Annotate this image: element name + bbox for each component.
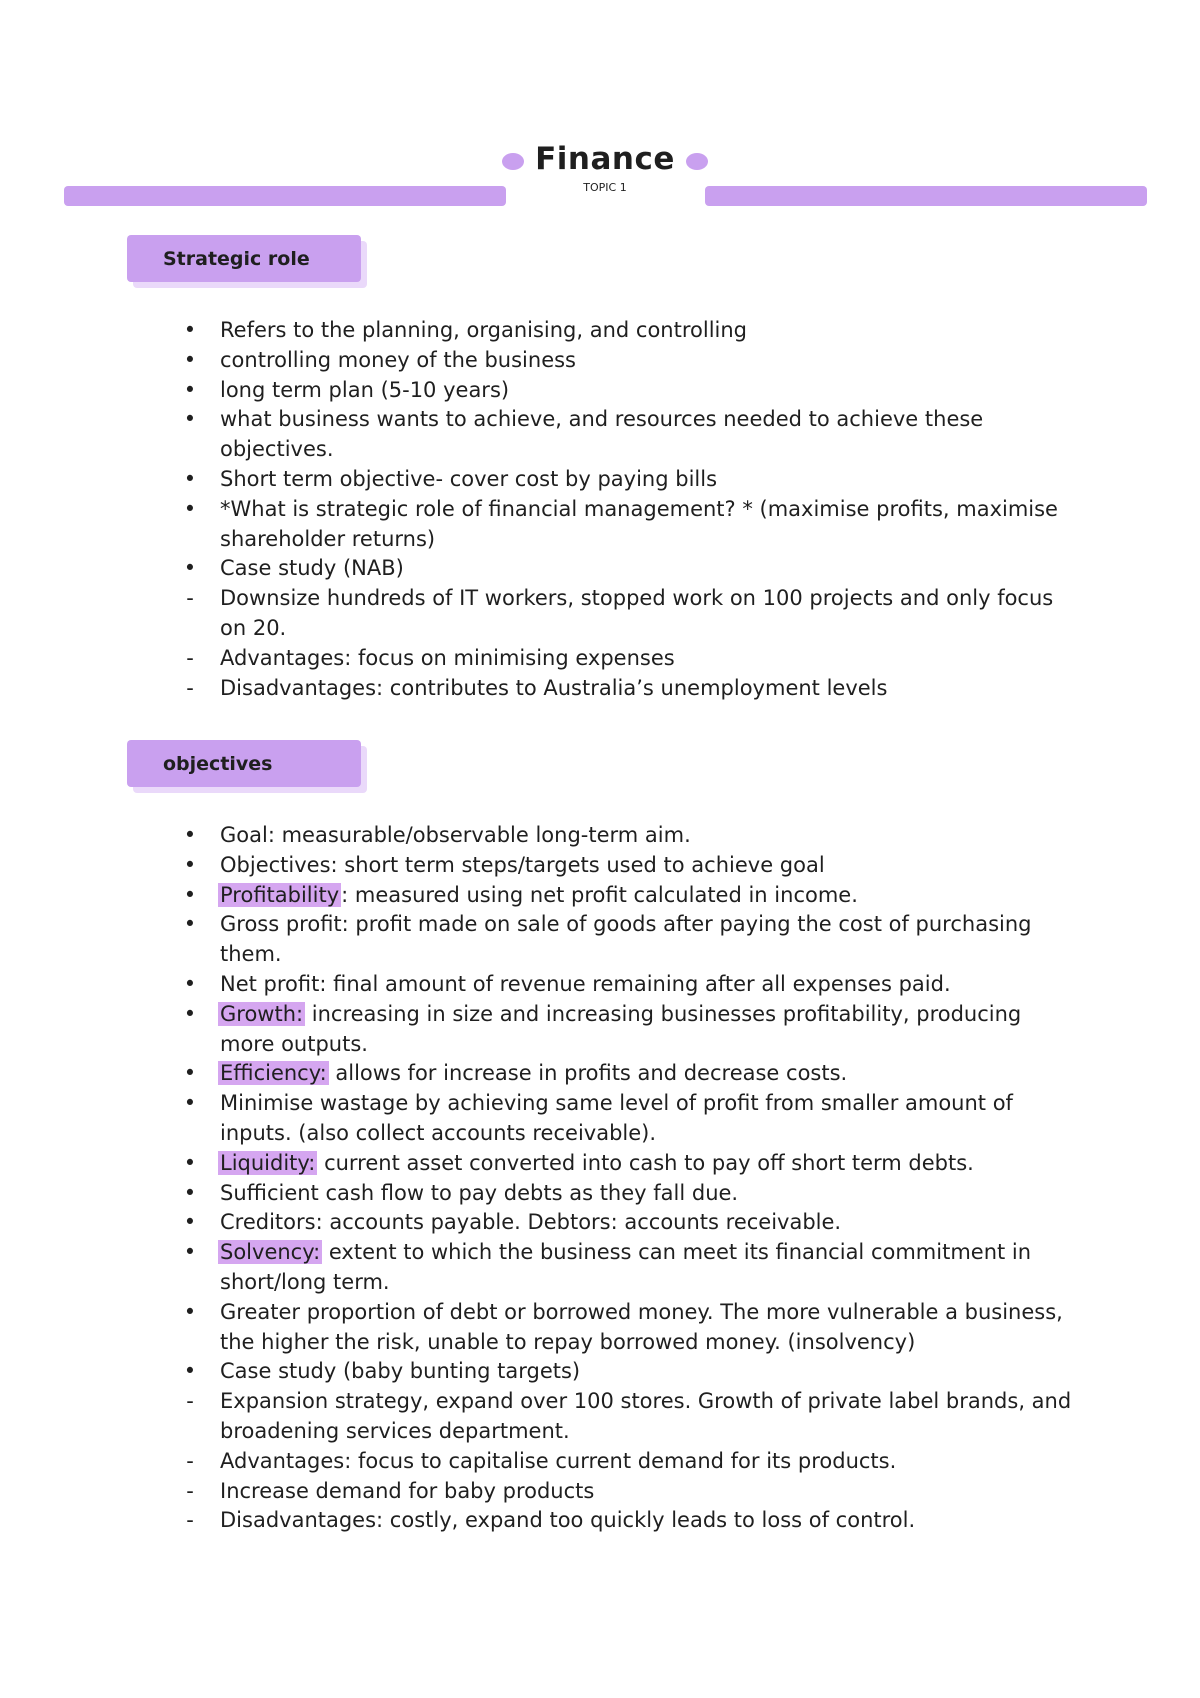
list-item-text: Disadvantages: costly, expand too quickly leads to loss of control. (220, 1508, 916, 1533)
list-item-text: Expansion strategy, expand over 100 stores. Growth of private label brands, and broadening services department. (220, 1389, 1072, 1443)
highlighted-term: Efficiency: (220, 1061, 327, 1086)
highlighted-term: Profitability (220, 882, 340, 907)
bullet-marker: • (183, 1001, 197, 1026)
list-item-text: Case study (NAB) (220, 556, 404, 581)
list-item (180, 1179, 1080, 1209)
strategic-role-list (180, 316, 1080, 703)
list-item-text: Minimise wastage by achieving same level of profit from smaller amount of inputs. (also collect accounts receivable). (220, 1091, 1013, 1145)
list-item (180, 1357, 1080, 1387)
list-item (180, 346, 1080, 376)
objectives-list (180, 821, 1080, 1536)
list-item-text: increasing in size and increasing businesses profitability, producing more outputs. (220, 1001, 1022, 1056)
dash-marker: - (186, 1508, 194, 1533)
bullet-marker: • (183, 1091, 197, 1116)
list-item-text: Downsize hundreds of IT workers, stopped work on 100 projects and only focus on 20. (220, 586, 1054, 640)
header-divider-left (64, 186, 506, 206)
header-bullet-right (686, 153, 708, 170)
bullet-marker: • (183, 318, 197, 342)
list-item-text: Sufficient cash flow to pay debts as they fall due. (220, 1180, 739, 1205)
dash-marker: - (186, 1448, 194, 1473)
list-item-text: Refers to the planning, organising, and controlling (220, 318, 748, 342)
bullet-marker: • (183, 1150, 197, 1175)
bullet-marker: • (183, 912, 197, 937)
list-item-text: allows for increase in profits and decrease costs. (328, 1061, 848, 1086)
bullet-marker: • (183, 1180, 197, 1205)
list-item-text: Goal: measurable/observable long-term aim. (220, 823, 691, 847)
section-heading-label: objectives (127, 740, 361, 787)
bullet-marker: • (183, 823, 197, 847)
list-item (180, 1447, 1080, 1477)
list-item-text: Creditors: accounts payable. Debtors: accounts receivable. (220, 1210, 842, 1235)
page-subtitle: TOPIC 1 (583, 181, 627, 194)
list-item (180, 910, 1080, 970)
list-item-text: Greater proportion of debt or borrowed money. The more vulnerable a business, the higher the risk, unable to repay borrowed money. (insolvency) (220, 1299, 1063, 1354)
list-item (180, 1149, 1080, 1179)
bullet-marker: • (183, 466, 197, 491)
list-item-text: what business wants to achieve, and resources needed to achieve these objectives. (220, 407, 984, 462)
list-item (180, 644, 1080, 674)
bullet-marker: • (183, 1210, 197, 1235)
list-item-text: Short term objective- cover cost by paying bills (220, 466, 718, 491)
dash-marker: - (186, 675, 194, 700)
dash-marker: - (186, 645, 194, 670)
dash-marker: - (186, 1389, 194, 1414)
bullet-marker: • (183, 882, 197, 907)
list-item (180, 881, 1080, 911)
bullet-marker: • (183, 852, 197, 877)
list-item-text: Advantages: focus on minimising expenses (220, 645, 675, 670)
dash-marker: - (186, 586, 194, 611)
bullet-marker: • (183, 347, 197, 372)
list-item (180, 674, 1080, 704)
list-item (180, 1506, 1080, 1536)
page-title: Finance (535, 141, 675, 177)
list-item-text: : measured using net profit calculated in income. (341, 882, 858, 907)
list-item-text: long term plan (5-10 years) (220, 377, 510, 402)
bullet-marker: • (183, 1299, 197, 1324)
list-item (180, 376, 1080, 406)
list-item (180, 851, 1080, 881)
list-item (180, 554, 1080, 584)
list-item (180, 821, 1080, 851)
dash-marker: - (186, 1478, 194, 1503)
list-item-text: Case study (baby bunting targets) (220, 1359, 581, 1384)
list-item-text: extent to which the business can meet its financial commitment in short/long term. (220, 1240, 1032, 1294)
list-item-text: controlling money of the business (220, 347, 576, 372)
list-item (180, 316, 1080, 346)
list-item (180, 1477, 1080, 1507)
bullet-marker: • (183, 407, 197, 432)
list-item (180, 465, 1080, 495)
list-item (180, 584, 1080, 644)
list-item (180, 1089, 1080, 1149)
list-item-text: Gross profit: profit made on sale of goods after paying the cost of purchasing them. (220, 912, 1032, 967)
bullet-marker: • (183, 496, 197, 521)
highlighted-term: Growth: (220, 1001, 304, 1026)
list-item-text: Net profit: final amount of revenue remaining after all expenses paid. (220, 971, 951, 996)
highlighted-term: Solvency: (220, 1240, 321, 1265)
list-item (180, 1000, 1080, 1060)
list-item (180, 1298, 1080, 1358)
bullet-marker: • (183, 1061, 197, 1086)
section-heading-label: Strategic role (127, 235, 361, 282)
bullet-marker: • (183, 971, 197, 996)
list-item (180, 405, 1080, 465)
bullet-marker: • (183, 556, 197, 581)
highlighted-term: Liquidity: (220, 1150, 316, 1175)
section-heading-strategic-role (127, 235, 361, 282)
list-item-text: Advantages: focus to capitalise current demand for its products. (220, 1448, 897, 1473)
list-item-text: Increase demand for baby products (220, 1478, 595, 1503)
list-item-text: Disadvantages: contributes to Australia’s unemployment levels (220, 675, 888, 700)
bullet-marker: • (183, 377, 197, 402)
list-item (180, 1208, 1080, 1238)
list-item (180, 1387, 1080, 1447)
header-divider-right (705, 186, 1147, 206)
list-item-text: current asset converted into cash to pay off short term debts. (317, 1150, 974, 1175)
list-item (180, 495, 1080, 555)
bullet-marker: • (183, 1240, 197, 1265)
section-heading-objectives (127, 740, 361, 787)
list-item (180, 1238, 1080, 1298)
list-item (180, 1059, 1080, 1089)
bullet-marker: • (183, 1359, 197, 1384)
list-item (180, 970, 1080, 1000)
list-item-text: *What is strategic role of financial management? * (maximise profits, maximise shareholder returns) (220, 496, 1058, 551)
list-item-text: Objectives: short term steps/targets used to achieve goal (220, 852, 825, 877)
